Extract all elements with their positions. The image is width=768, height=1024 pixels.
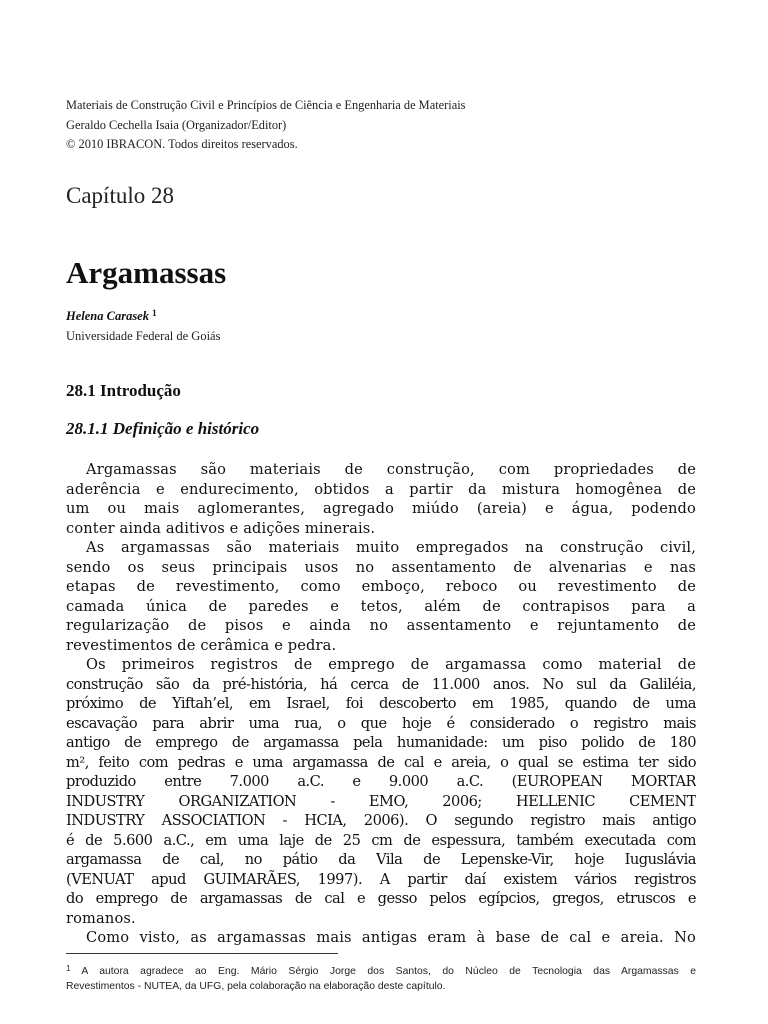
- body-line: Argamassas são materiais de construção, com propriedades de: [86, 461, 696, 478]
- body-line: próximo de Yiftah’el, em Israel, foi descoberto em 1985, quando de uma: [66, 695, 696, 712]
- author-name: [66, 308, 157, 324]
- footnote-divider: [66, 953, 338, 954]
- body-line: aderência e endurecimento, obtidos a partir da mistura homogênea de: [66, 480, 696, 498]
- body-line: um ou mais aglomerantes, agregado miúdo (areia) e água, podendo: [66, 500, 696, 517]
- body-line: sendo os seus principais usos no assentamento de alvenarias e nas: [66, 558, 696, 576]
- body-line: etapas de revestimento, como emboço, reboco ou revestimento de: [66, 578, 696, 595]
- body-line: produzido entre 7.000 a.C. e 9.000 a.C. (EUROPEAN MORTAR: [66, 773, 696, 790]
- body-line: INDUSTRY ASSOCIATION - HCIA, 2006). O segundo registro mais antigo: [66, 812, 696, 829]
- body-line: revestimentos de cerâmica e pedra.: [66, 636, 337, 654]
- author-affiliation: Universidade Federal de Goiás: [66, 329, 221, 343]
- subsection-heading: 28.1.1 Definição e histórico: [66, 419, 260, 438]
- footnote: [66, 961, 696, 994]
- body-line: Os primeiros registros de emprego de argamassa como material de: [86, 656, 696, 673]
- body-line: camada única de paredes e tetos, além de contrapisos para a: [66, 597, 696, 615]
- footnote-mark: 1: [66, 964, 71, 973]
- author-footnote-mark: 1: [152, 308, 157, 318]
- body-line: (VENUAT apud GUIMARÃES, 1997). A partir daí existem vários registros: [66, 870, 696, 888]
- section-heading: 28.1 Introdução: [66, 381, 181, 400]
- body-line: é de 5.600 a.C., em uma laje de 25 cm de espessura, também executada com: [66, 831, 696, 849]
- copyright-notice: © 2010 IBRACON. Todos direitos reservados.: [66, 137, 298, 151]
- book-editor: Geraldo Cechella Isaia (Organizador/Editor): [66, 117, 287, 132]
- footnote-line: Revestimentos - NUTEA, da UFG, pela colaboração na elaboração deste capítulo.: [66, 981, 446, 992]
- body-line: INDUSTRY ORGANIZATION - EMO, 2006; HELLENIC CEMENT: [66, 792, 696, 810]
- body-line: escavação para abrir uma rua, o que hoje é considerado o registro mais: [66, 714, 696, 732]
- body-line: As argamassas são materiais muito empregados na construção civil,: [86, 539, 696, 556]
- body-line: Como visto, as argamassas mais antigas eram à base de cal e areia. No: [86, 929, 696, 946]
- chapter-title: Argamassas: [66, 255, 227, 290]
- body-line: regularização de pisos e ainda no assentamento e rejuntamento de: [66, 617, 696, 634]
- body-line: romanos.: [66, 909, 136, 927]
- body-line: argamassa de cal, no pátio da Vila de Lepenske-Vir, hoje Iuguslávia: [66, 851, 696, 868]
- book-title: Materiais de Construção Civil e Princípios de Ciência e Engenharia de Materiais: [66, 98, 466, 112]
- body-line: antigo de emprego de argamassa pela humanidade: um piso polido de 180: [66, 734, 696, 751]
- body-line: construção são da pré-história, há cerca de 11.000 anos. No sul da Galiléia,: [66, 675, 696, 693]
- footnote-text: A autora agradece ao Eng. Mário Sérgio Jorge dos Santos, do Núcleo de Tecnologia das Argamassas e: [70, 966, 696, 977]
- book-header: [66, 96, 706, 155]
- body-line: do emprego de argamassas de cal e gesso pelos egípcios, gregos, etruscos e: [66, 890, 696, 907]
- chapter-number: Capítulo 28: [66, 183, 174, 208]
- body-line: m², feito com pedras e uma argamassa de cal e areia, o qual se estima ter sido: [66, 753, 696, 771]
- footnote-line: [66, 961, 696, 979]
- body-text: [66, 460, 696, 948]
- body-line: conter ainda aditivos e adições minerais.: [66, 519, 376, 537]
- author-name-text: Helena Carasek: [66, 309, 149, 323]
